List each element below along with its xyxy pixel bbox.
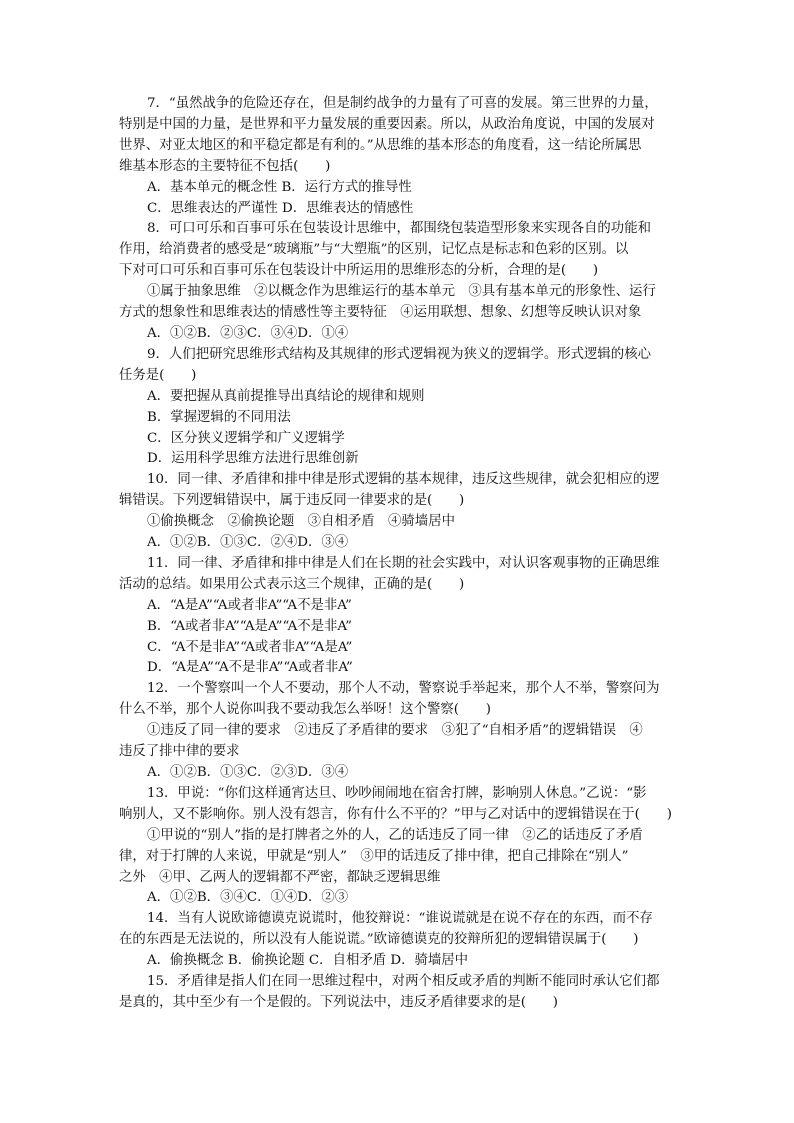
text-line: 作用，给消费者的感受是“玻璃瓶”与“大塑瓶”的区别，记忆点是标志和色彩的区别。以	[119, 242, 629, 258]
text-line: A．①②B．①③C．②④D．③④	[147, 535, 349, 551]
text-line: A．要把握从真前提推导出真结论的规律和规则	[147, 388, 425, 404]
text-line: A．①②B．②③C．③④D．①④	[147, 325, 349, 341]
text-line: 15．矛盾律是指人们在同一思维过程中，对两个相反或矛盾的判断不能同时承认它们都	[147, 974, 660, 990]
text-line: ①甲说的“别人”指的是打牌者之外的人，乙的话违反了同一律 ②乙的话违反了矛盾	[147, 827, 643, 843]
text-line: 活动的总结。如果用公式表示这三个规律，正确的是( )	[119, 576, 465, 592]
text-line: 世界、对亚太地区的和平稳定都是有利的。”从思维的基本形态的角度看，这一结论所属思	[119, 137, 642, 153]
text-line: 律，对于打牌的人来说，甲就是“别人” ③甲的话违反了排中律，把自己排除在“别人”	[119, 848, 629, 864]
text-line: ①违反了同一律的要求 ②违反了矛盾律的要求 ③犯了“自相矛盾”的逻辑错误 ④	[147, 723, 643, 739]
text-line: D．“A是A”“A不是非A”“A或者非A”	[147, 660, 353, 676]
text-line: 7．“虽然战争的危险还存在，但是制约战争的力量有了可喜的发展。第三世界的力量，	[147, 96, 658, 111]
text-line: 特别是中国的力量，是世界和平力量发展的重要因素。所以，从政治角度说，中国的发展对	[119, 116, 655, 132]
text-line: B．掌握逻辑的不同用法	[147, 409, 291, 425]
text-line: 下对可口可乐和百事可乐在包装设计中所运用的思维形态的分析，合理的是( )	[119, 263, 599, 279]
text-line: 任务是( )	[119, 367, 197, 383]
text-line: ①属于抽象思维 ②以概念作为思维运行的基本单元 ③具有基本单元的形象性、运行	[147, 284, 656, 300]
text-line: 12．一个警察叫一个人不要动，那个人不动，警察说手举起来，那个人不举，警察问为	[147, 681, 660, 697]
text-line: 违反了排中律的要求	[119, 744, 240, 760]
text-line: 是真的，其中至少有一个是假的。下列说法中，违反矛盾律要求的是( )	[119, 994, 558, 1010]
text-line: 之外 ④甲、乙两人的逻辑都不严密，都缺乏逻辑思维	[119, 869, 441, 885]
text-line: C．“A不是非A”“A或者非A”“A是A”	[147, 639, 353, 655]
text-line: C．思维表达的严谨性 D．思维表达的情感性	[147, 200, 414, 216]
text-line: 11．同一律、矛盾律和排中律是人们在长期的社会实践中，对认识客观事物的正确思维	[147, 555, 660, 571]
text-line: 响别人，又不影响你。别人没有怨言，你有什么不平的？”甲与乙对话中的逻辑错误在于( )	[119, 806, 672, 822]
text-line: 什么不举，那个人说你叫我不要动我怎么举呀！这个警察( )	[119, 702, 491, 718]
text-line: A．①②B．①③C．②③D．③④	[147, 765, 349, 780]
text-line: D．运用科学思维方法进行思维创新	[147, 451, 359, 467]
document-page	[119, 94, 679, 1014]
text-line: 9．人们把研究思维形式结构及其规律的形式逻辑视为狭义的逻辑学。形式逻辑的核心	[147, 346, 651, 362]
text-line: A．①②B．③④C．①④D．②③	[147, 890, 349, 906]
text-line: B．“A或者非A”“A是A”“A不是非A”	[147, 618, 352, 634]
text-line: A．“A是A”“A或者非A”“A不是非A”	[147, 597, 352, 613]
text-line: ①偷换概念 ②偷换论题 ③自相矛盾 ④骑墙居中	[147, 514, 455, 530]
text-line: 8．可口可乐和百事可乐在包装设计思维中，都围绕包装造型形象来实现各自的功能和	[147, 221, 651, 237]
text-line: A．偷换概念 B．偷换论题 C．自相矛盾 D．骑墙居中	[147, 953, 469, 969]
text-line: 13．甲说：“你们这样通宵达旦、吵吵闹闹地在宿舍打牌，影响别人休息。”乙说：“影	[147, 785, 647, 801]
text-line: A．基本单元的概念性 B．运行方式的推导性	[147, 179, 412, 195]
text-line: 方式的想象性和思维表达的情感性等主要特征 ④运用联想、想象、幻想等反映认识对象	[119, 305, 642, 321]
text-line: 14．当有人说欧谛德谟克说谎时，他狡辩说：“谁说谎就是在说不存在的东西，而不存	[147, 911, 653, 927]
text-line: 辑错误。下列逻辑错误中，属于违反同一律要求的是( )	[119, 493, 465, 509]
text-line: 在的东西是无法说的，所以没有人能说谎。”欧谛德谟克的狡辩所犯的逻辑错误属于( )	[119, 932, 639, 948]
text-line: 维基本形态的主要特征不包括( )	[119, 158, 331, 174]
text-line: 10．同一律、矛盾律和排中律是形式逻辑的基本规律，违反这些规律，就会犯相应的逻	[147, 472, 660, 488]
text-line: C．区分狭义逻辑学和广义逻辑学	[147, 430, 345, 446]
